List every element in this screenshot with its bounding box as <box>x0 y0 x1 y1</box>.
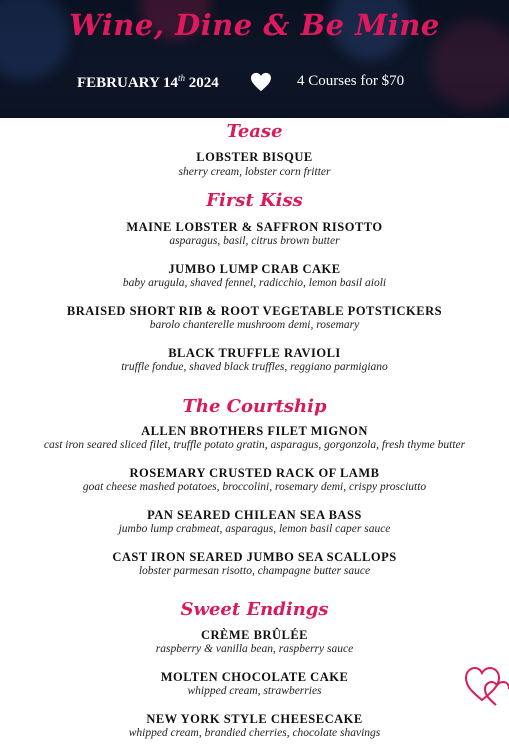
dish-description: sherry cream, lobster corn fritter <box>178 166 331 178</box>
dish-name: ALLEN BROTHERS FILET MIGNON <box>141 424 368 438</box>
header-info-row <box>0 70 509 96</box>
price-offer: 4 Courses for $70 <box>297 73 405 89</box>
dish-name: CAST IRON SEARED JUMBO SEA SCALLOPS <box>112 550 397 564</box>
section-heading-first-kiss: First Kiss <box>206 190 303 211</box>
dish-description: raspberry & vanilla bean, raspberry sauce <box>155 643 354 655</box>
dish-name: CRÈME BRÛLÉE <box>200 628 309 642</box>
dish-description: cast iron seared sliced filet, truffle potato gratin, asparagus, gorgonzola, fresh thyme butter <box>43 439 466 451</box>
dish-description: truffle fondue, shaved black truffles, reggiano parmigiano <box>121 361 388 373</box>
dish-description: lobster parmesan risotto, champagne butter sauce <box>138 565 371 577</box>
dish-description: whipped cream, brandied cherries, chocolate shavings <box>128 727 381 739</box>
heart-icon <box>250 72 272 92</box>
header-banner <box>0 0 509 118</box>
dish-description: baby arugula, shaved fennel, radicchio, lemon basil aioli <box>122 277 387 289</box>
dish-description: barolo chanterelle mushroom demi, rosemary <box>149 319 360 331</box>
dish-description: goat cheese mashed potatoes, broccolini, rosemary demi, crispy prosciutto <box>82 481 427 493</box>
dish-name: BLACK TRUFFLE RAVIOLI <box>168 346 341 360</box>
double-heart-outline-icon <box>462 658 509 708</box>
section-heading-sweet-endings: Sweet Endings <box>180 599 329 620</box>
section-heading-the-courtship: The Courtship <box>182 396 327 417</box>
dish-name: BRAISED SHORT RIB & ROOT VEGETABLE POTSTICKERS <box>66 304 443 318</box>
dish-name: MOLTEN CHOCOLATE CAKE <box>160 670 349 684</box>
dish-name: NEW YORK STYLE CHEESECAKE <box>146 712 363 726</box>
event-date: FEBRUARY 14th 2024 <box>77 73 219 91</box>
section-heading-tease: Tease <box>226 121 283 142</box>
dish-name: JUMBO LUMP CRAB CAKE <box>168 262 341 276</box>
page-title: Wine, Dine & Be Mine <box>69 8 440 42</box>
dish-description: whipped cream, strawberries <box>187 685 322 697</box>
dish-description: asparagus, basil, citrus brown butter <box>169 235 340 247</box>
dish-name: LOBSTER BISQUE <box>196 150 313 164</box>
dish-description: jumbo lump crabmeat, asparagus, lemon basil caper sauce <box>118 523 391 535</box>
dish-name: MAINE LOBSTER & SAFFRON RISOTTO <box>126 220 383 234</box>
dish-name: ROSEMARY CRUSTED RACK OF LAMB <box>129 466 380 480</box>
dish-name: PAN SEARED CHILEAN SEA BASS <box>147 508 362 522</box>
